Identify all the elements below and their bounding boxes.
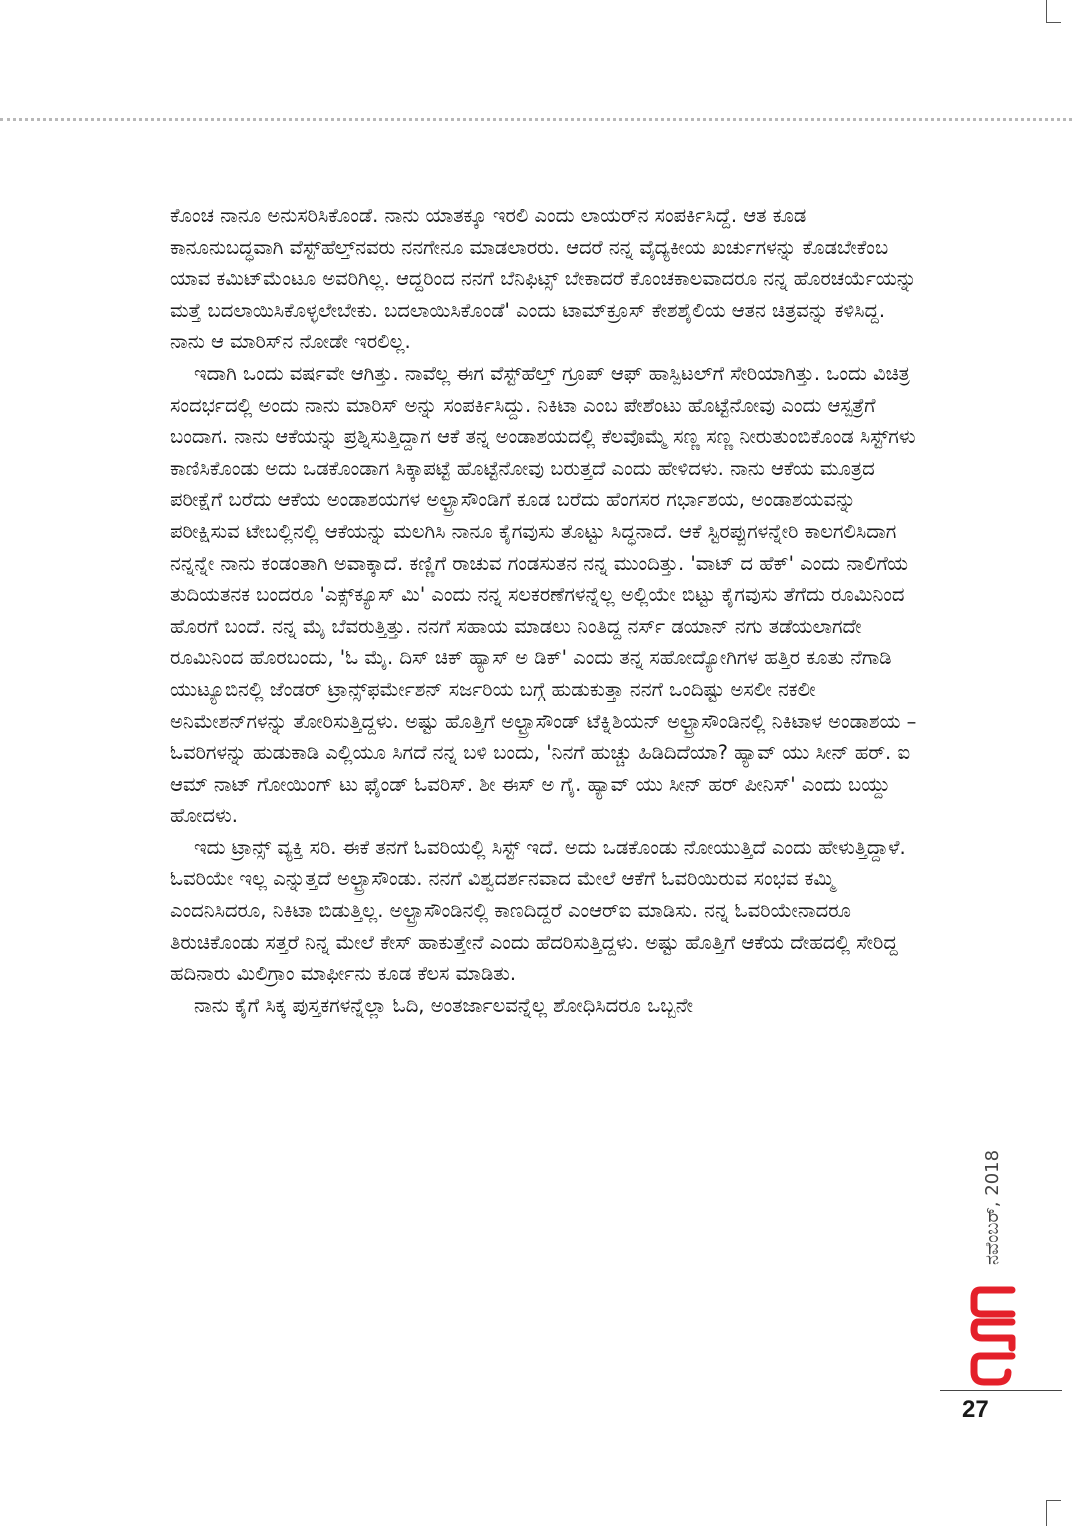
issue-date: ನವೆಂಬರ್, 2018 bbox=[982, 1149, 1003, 1265]
dotted-divider bbox=[0, 118, 1072, 121]
crop-mark-bottom bbox=[1046, 1500, 1061, 1526]
folio-rule bbox=[940, 1390, 1062, 1391]
paragraph-4: ನಾನು ಕೈಗೆ ಸಿಕ್ಕ ಪುಸ್ತಕಗಳನ್ನೆಲ್ಲಾ ಓದಿ, ಅಂತರ್ಜಾಲವನ್ನೆಲ್ಲ ಶೋಧಿಸಿದರೂ ಒಬ್ಬನೇ bbox=[194, 993, 693, 1017]
article-body bbox=[170, 200, 920, 1021]
crop-mark-top bbox=[1046, 0, 1061, 23]
paragraph-3: ಇದು ಟ್ರಾನ್ಸ್ ವ್ಯಕ್ತಿ ಸರಿ. ಈಕೆ ತನಗೆ ಓವರಿಯಲ್ಲಿ ಸಿಸ್ಟ್ ಇದೆ. ಅದು ಒಡಕೊಂಡು ನೋಯುತ್ತಿದೆ ಎಂದು ಹೇಳುತ್ತಿದ್ದಾಳೆ. ಓವರಿಯೇ ಇಲ್ಲ ಎನ್ನುತ್ತದೆ ಅಲ್ಟ್ರಾಸೌಂಡು. ನನಗೆ ವಿಶ್ವದರ್ಶನವಾದ ಮೇಲೆ ಆಕೆಗೆ ಓವರಿಯಿರುವ ಸಂಭವ ಕಮ್ಮಿ ಎಂದನಿಸಿದರೂ, ನಿಕಿಟಾ ಬಿಡುತ್ತಿಲ್ಲ. ಅಲ್ಟ್ರಾಸೌಂಡಿನಲ್ಲಿ ಕಾಣದಿದ್ದರೆ ಎಂಆರ್‌ಐ ಮಾಡಿಸು. ನನ್ನ ಓವರಿಯೇನಾದರೂ ತಿರುಚಿಕೊಂಡು ಸತ್ತರೆ ನಿನ್ನ ಮೇಲೆ ಕೇಸ್ ಹಾಕುತ್ತೇನೆ ಎಂದು ಹೆದರಿಸುತ್ತಿದ್ದಳು. ಅಷ್ಟು ಹೊತ್ತಿಗೆ ಆಕೆಯ ದೇಹದಲ್ಲಿ ಸೇರಿದ್ದ ಹದಿನಾರು ಮಿಲಿಗ್ರಾಂ ಮಾರ್ಫೀನು ಕೂಡ ಕೆಲಸ ಮಾಡಿತು. bbox=[170, 835, 906, 986]
page-number: 27 bbox=[962, 1396, 989, 1423]
paragraph-1: ಕೊಂಚ ನಾನೂ ಅನುಸರಿಸಿಕೊಂಡೆ. ನಾನು ಯಾತಕ್ಕೂ ಇರಲಿ ಎಂದು ಲಾಯರ್‌ನ ಸಂಪರ್ಕಿಸಿದ್ದೆ. ಆತ ಕೂಡ ಕಾನೂನುಬದ್ಧವಾಗಿ ವೆಸ್ಟ್‌ಹೆಲ್ತ್‌ನವರು ನನಗೇನೂ ಮಾಡಲಾರರು. ಆದರೆ ನನ್ನ ವೈದ್ಯಕೀಯ ಖರ್ಚುಗಳನ್ನು ಕೊಡಬೇಕೆಂಬ ಯಾವ ಕಮಿಟ್‌ಮೆಂಟೂ ಅವರಿಗಿಲ್ಲ. ಆದ್ದರಿಂದ ನನಗೆ ಬೆನಿಫಿಟ್ಸ್ ಬೇಕಾದರೆ ಕೊಂಚಕಾಲವಾದರೂ ನನ್ನ ಹೊರಚರ್ಯೆಯನ್ನು ಮತ್ತೆ ಬದಲಾಯಿಸಿಕೊಳ್ಳಲೇಬೇಕು. ಬದಲಾಯಿಸಿಕೊಂಡೆ' ಎಂದು ಟಾಮ್‌ಕ್ರೂಸ್ ಕೇಶಶೈಲಿಯ ಆತನ ಚಿತ್ರವನ್ನು ಕಳಿಸಿದ್ದ. ನಾನು ಆ ಮಾರಿಸ್‌ನ ನೋಡೇ ಇರಲಿಲ್ಲ. bbox=[170, 204, 917, 354]
paragraph-2: ಇದಾಗಿ ಒಂದು ವರ್ಷವೇ ಆಗಿತ್ತು. ನಾವೆಲ್ಲ ಈಗ ವೆಸ್ಟ್‌ಹೆಲ್ತ್ ಗ್ರೂಪ್ ಆಫ್ ಹಾಸ್ಪಿಟಲ್‌ಗೆ ಸೇರಿಯಾಗಿತ್ತು. ಒಂದು ವಿಚಿತ್ರ ಸಂದರ್ಭದಲ್ಲಿ ಅಂದು ನಾನು ಮಾರಿಸ್ ಅನ್ನು ಸಂಪರ್ಕಿಸಿದ್ದು. ನಿಕಿಟಾ ಎಂಬ ಪೇಶೆಂಟು ಹೊಟ್ಟೆನೋವು ಎಂದು ಆಸ್ಪತ್ರೆಗೆ ಬಂದಾಗ. ನಾನು ಆಕೆಯನ್ನು ಪ್ರಶ್ನಿಸುತ್ತಿದ್ದಾಗ ಆಕೆ ತನ್ನ ಅಂಡಾಶಯದಲ್ಲಿ ಕೆಲವೊಮ್ಮೆ ಸಣ್ಣ ಸಣ್ಣ ನೀರುತುಂಬಿಕೊಂಡ ಸಿಸ್ಟ್‌ಗಳು ಕಾಣಿಸಿಕೊಂಡು ಅದು ಒಡಕೊಂಡಾಗ ಸಿಕ್ಕಾಪಟ್ಟೆ ಹೊಟ್ಟೆನೋವು ಬರುತ್ತದೆ ಎಂದು ಹೇಳಿದಳು. ನಾನು ಆಕೆಯ ಮೂತ್ರದ ಪರೀಕ್ಷೆಗೆ ಬರೆದು ಆಕೆಯ ಅಂಡಾಶಯಗಳ ಅಲ್ಟ್ರಾಸೌಂಡಿಗೆ ಕೂಡ ಬರೆದು ಹೆಂಗಸರ ಗರ್ಭಾಶಯ, ಅಂಡಾಶಯವನ್ನು ಪರೀಕ್ಷಿಸುವ ಟೇಬಲ್ಲಿನಲ್ಲಿ ಆಕೆಯನ್ನು ಮಲಗಿಸಿ ನಾನೂ ಕೈಗವುಸು ತೊಟ್ಟು ಸಿದ್ಧನಾದೆ. ಆಕೆ ಸ್ಟಿರಪ್ಪುಗಳನ್ನೇರಿ ಕಾಲಗಲಿಸಿದಾಗ ನನ್ನನ್ನೇ ನಾನು ಕಂಡಂತಾಗಿ ಅವಾಕ್ಕಾದೆ. ಕಣ್ಣಿಗೆ ರಾಚುವ ಗಂಡಸುತನ ನನ್ನ ಮುಂದಿತ್ತು. 'ವಾಟ್ ದ ಹೆಕ್' ಎಂದು ನಾಲಿಗೆಯ ತುದಿಯತನಕ ಬಂದರೂ 'ಎಕ್ಸ್‌ಕ್ಯೂಸ್ ಮಿ' ಎಂದು ನನ್ನ ಸಲಕರಣೆಗಳನ್ನೆಲ್ಲ ಅಲ್ಲಿಯೇ ಬಿಟ್ಟು ಕೈಗವುಸು ತೆಗೆದು ರೂಮಿನಿಂದ ಹೊರಗೆ ಬಂದೆ. ನನ್ನ ಮೈ ಬೆವರುತ್ತಿತ್ತು. ನನಗೆ ಸಹಾಯ ಮಾಡಲು ನಿಂತಿದ್ದ ನರ್ಸ್ ಡಯಾನ್ ನಗು ತಡೆಯಲಾಗದೇ ರೂಮಿನಿಂದ ಹೊರಬಂದು, 'ಓ ಮೈ. ದಿಸ್ ಚಿಕ್ ಹ್ಯಾಸ್ ಅ ಡಿಕ್' ಎಂದು ತನ್ನ ಸಹೋದ್ಯೋಗಿಗಳ ಹತ್ತಿರ ಕೂತು ನೆಗಾಡಿ ಯುಟ್ಯೂಬಿನಲ್ಲಿ ಜೆಂಡರ್ ಟ್ರಾನ್ಸ್‌ಫರ್ಮೇಶನ್ ಸರ್ಜರಿಯ ಬಗ್ಗೆ ಹುಡುಕುತ್ತಾ ನನಗೆ ಒಂದಿಷ್ಟು ಅಸಲೀ ನಕಲೀ ಅನಿಮೇಶನ್‌ಗಳನ್ನು ತೋರಿಸುತ್ತಿದ್ದಳು. ಅಷ್ಟು ಹೊತ್ತಿಗೆ ಅಲ್ಟ್ರಾಸೌಂಡ್ ಟೆಕ್ನಿಶಿಯನ್ ಅಲ್ಟ್ರಾಸೌಂಡಿನಲ್ಲಿ ನಿಕಿಟಾಳ ಅಂಡಾಶಯ – ಓವರಿಗಳನ್ನು ಹುಡುಕಾಡಿ ಎಲ್ಲಿಯೂ ಸಿಗದೆ ನನ್ನ ಬಳಿ ಬಂದು, 'ನಿನಗೆ ಹುಚ್ಚು ಹಿಡಿದಿದೆಯಾ? ಹ್ಯಾವ್ ಯು ಸೀನ್ ಹರ್. ಐ ಆಮ್ ನಾಟ್ ಗೋಯಿಂಗ್ ಟು ಫೈಂಡ್ ಓವರಿಸ್. ಶೀ ಈಸ್ ಅ ಗೈ. ಹ್ಯಾವ್ ಯು ಸೀನ್ ಹರ್ ಪೀನಿಸ್' ಎಂದು ಬಯ್ದು ಹೋದಳು. bbox=[170, 361, 917, 828]
magazine-logo bbox=[968, 1282, 1020, 1390]
